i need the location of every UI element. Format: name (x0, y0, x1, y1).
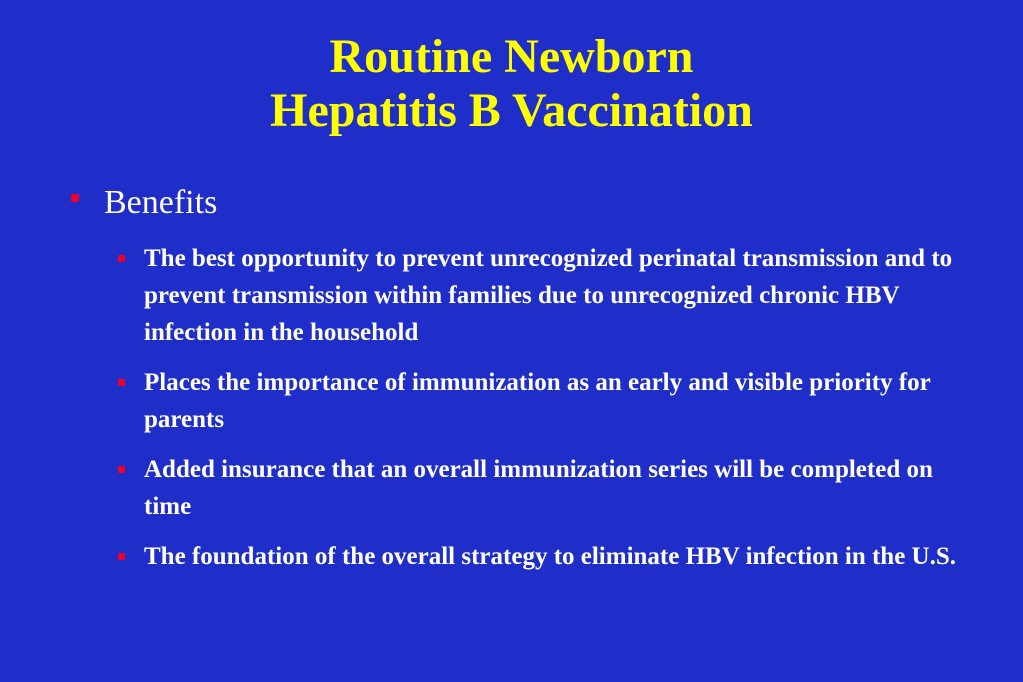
square-bullet-icon (118, 466, 125, 473)
list-item-text: The best opportunity to prevent unrecognized perinatal transmission and to prevent transmission within families due to unrecognized chronic HBV infection in the household (144, 245, 953, 346)
list-item (144, 240, 984, 351)
benefits-heading: Benefits (104, 184, 218, 221)
square-bullet-icon (118, 553, 125, 560)
title-line-1: Routine Newborn (329, 30, 694, 83)
square-bullet-icon (118, 255, 125, 262)
list-item-text: The foundation of the overall strategy to eliminate HBV infection in the U.S. (144, 543, 956, 570)
benefits-list (144, 240, 984, 588)
list-item (144, 538, 984, 575)
square-bullet-icon (118, 379, 125, 386)
list-item (144, 451, 984, 525)
title-line-2: Hepatitis B Vaccination (270, 84, 753, 137)
list-item (144, 364, 984, 438)
bullet-marker-icon (71, 194, 79, 202)
list-item-text: Added insurance that an overall immunization series will be completed on time (144, 456, 933, 520)
list-item-text: Places the importance of immunization as an early and visible priority for parents (144, 369, 931, 433)
slide-title (0, 30, 1023, 138)
